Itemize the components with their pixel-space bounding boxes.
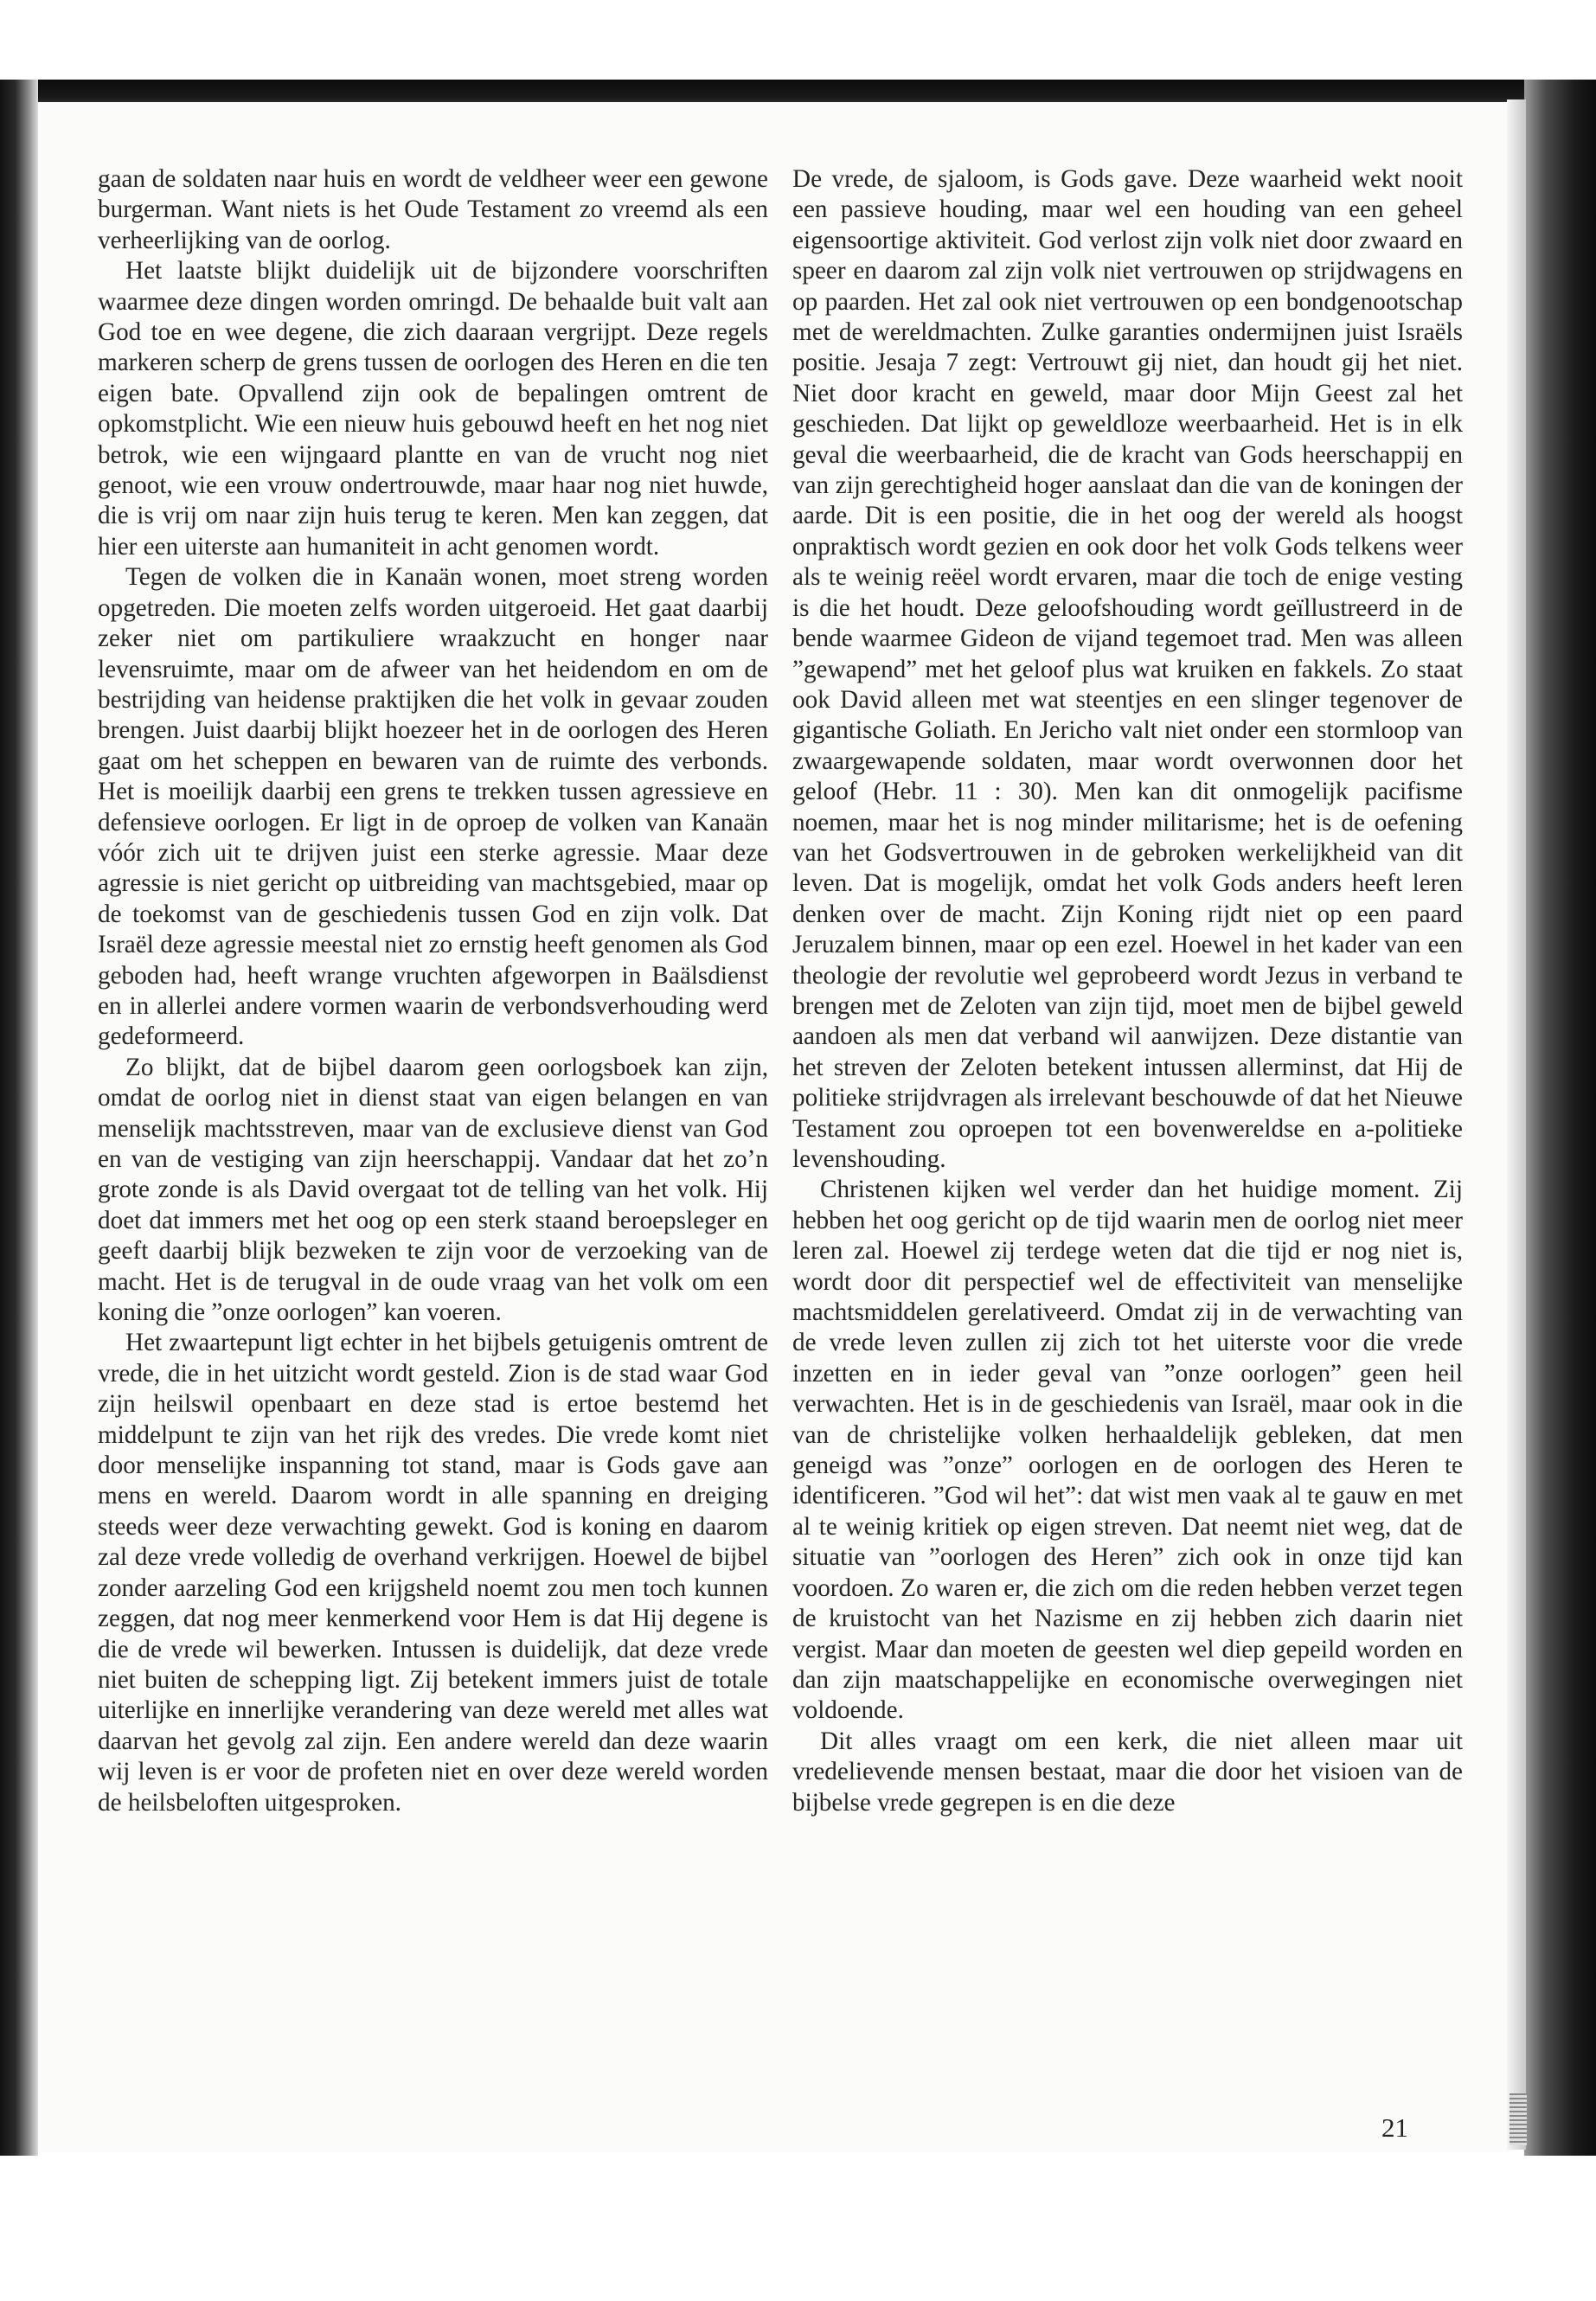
right-text-column [792,164,1463,1818]
paragraph: Dit alles vraagt om een kerk, die niet alleen maar uit vredelievende mensen bestaat, maar die door het visioen van de bijbelse vrede gegrepen is en die deze [792,1727,1463,1817]
paragraph: Het laatste blijkt duidelijk uit de bijzondere voorschriften waarmee deze dingen worden omringd. De behaalde buit valt aan God toe en wee degene, die zich daaraan vergrijpt. Deze regels markeren scherp de grens tussen de oorlogen des Heren en die ten eigen bate. Opvallend zijn ook de bepalingen omtrent de opkomstplicht. Wie een nieuw huis gebouwd heeft en het nog niet betrok, wie een wijngaard plantte en van de vrucht nog niet genoot, wie een vrouw ondertrouwde, maar haar nog niet huwde, die is vrij om naar zijn huis terug te keren. Men kan zeggen, dat hier een uiterste aan humaniteit in acht genomen wordt. [98,257,768,561]
page-number: 21 [1381,2112,1408,2143]
paragraph: Tegen de volken die in Kanaän wonen, moet streng worden opgetreden. Die moeten zelfs worden uitgeroeid. Het gaat daarbij zeker niet om partikuliere wraakzucht en honger naar levensruimte, maar om de afweer van het heidendom en om de bestrijding van heidense praktijken die het volk in gevaar zouden brengen. Juist daarbij blijkt hoezeer het in de oorlogen des Heren gaat om het scheppen en bewaren van de ruimte des verbonds. Het is moeilijk daarbij een grens te trekken tussen agressieve en defensieve oorlogen. Er ligt in de oproep de volken van Kanaän vóór zich uit te drijven juist een sterke agressie. Maar deze agressie is niet gericht op uitbreiding van machtsgebied, maar op de toekomst van de geschiedenis tussen God en zijn volk. Dat Israël deze agressie meestal niet zo ernstig heeft genomen als God geboden had, heeft wrange vruchten afgeworpen in Baälsdienst en in allerlei andere vormen waarin de verbondsverhouding werd gedeformeerd. [98,563,768,1051]
left-text-column [98,164,768,1818]
paragraph: De vrede, de sjaloom, is Gods gave. Deze waarheid wekt nooit een passieve houding, maar wel een houding van een geheel eigensoortige aktiviteit. God verlost zijn volk niet door zwaard en speer en daarom zal zijn volk niet vertrouwen op strijdwagens en op paarden. Het zal ook niet vertrouwen op een bondgenootschap met de wereldmachten. Zulke garanties ondermijnen juist Israëls positie. Jesaja 7 zegt: Vertrouwt gij niet, dan houdt gij het niet. Niet door kracht en geweld, maar door Mijn Geest zal het geschieden. Dat lijkt op geweldloze weerbaarheid. Het is in elk geval die weerbaarheid, die de kracht van Gods heerschappij en van zijn gerechtigheid hoger aanslaat dan die van de koningen der aarde. Dit is een positie, die in het oog der wereld als hoogst onpraktisch wordt gezien en ook door het volk Gods telkens weer als te weinig reëel wordt ervaren, maar die toch de enige vesting is die het houdt. Deze geloofshouding wordt geïllustreerd in de bende waarmee Gideon de vijand tegemoet trad. Men was alleen ”gewapend” met het geloof plus wat kruiken en fakkels. Zo staat ook David alleen met wat steentjes en een slinger tegenover de gigantische Goliath. En Jericho valt niet onder een stormloop van zwaargewapende soldaten, maar wordt overwonnen door het geloof (Hebr. 11 : 30). Men kan dit onmogelijk pacifisme noemen, maar het is nog minder militarisme; het is de oefening van het Godsvertrouwen in de gebroken werkelijkheid van dit leven. Dat is mogelijk, omdat het volk Gods anders heeft leren denken over de macht. Zijn Koning rijdt niet op een paard Jeruzalem binnen, maar op een ezel. Hoewel in het kader van een theologie der revolutie wel geprobeerd wordt Jezus in verband te brengen met de Zeloten van zijn tijd, moet men de bijbel geweld aandoen als men dat verband wil aanwijzen. Deze distantie van het streven der Zeloten betekent intussen allerminst, dat Hij de politieke strijdvragen als irrelevant beschouwde of dat het Nieuwe Testament zou oproepen tot een bovenwereldse en a-politieke levenshouding. [792,165,1463,1173]
scan-border-right [1524,80,1596,2156]
page-edge-stack [1509,2093,1527,2145]
scan-border-left [0,80,38,2156]
paragraph: Zo blijkt, dat de bijbel daarom geen oorlogsboek kan zijn, omdat de oorlog niet in dienst staat van eigen belangen en van menselijk machtsstreven, maar van de exclusieve dienst van God en van de vestiging van zijn heerschappij. Vandaar dat het zo’n grote zonde is als David overgaat tot de telling van het volk. Hij doet dat immers met het oog op een sterk staand beroepsleger en geeft daarbij blijk bezweken te zijn voor de verzoeking van de macht. Het is de terugval in de oude vraag van het volk om een koning die ”onze oorlogen” kan voeren. [98,1053,768,1327]
paragraph: Christenen kijken wel verder dan het huidige moment. Zij hebben het oog gericht op de tijd waarin men de oorlog niet meer leren zal. Hoewel zij terdege weten dat die tijd er nog niet is, wordt door dit perspectief wel de effectiviteit van menselijke machtsmiddelen gerelativeerd. Omdat zij in de verwachting van de vrede leven zullen zij zich tot het uiterste voor die vrede inzetten en in ieder geval van ”onze oorlogen” geen heil verwachten. Het is in de geschiedenis van Israël, maar ook in die van de christelijke volken herhaaldelijk gebleken, dat men geneigd was ”onze” oorlogen en de oorlogen des Heren te identificeren. ”God wil het”: dat wist men vaak al te gauw en met al te weinig kritiek op eigen streven. Dat neemt niet weg, dat de situatie van ”oorlogen des Heren” zich ook in onze tijd kan voordoen. Zo waren er, die zich om die reden hebben verzet tegen de kruistocht van het Nazisme en zij hebben zich daarin niet vergist. Maar dan moeten de geesten wel diep gepeild worden en dan zijn maatschappelijke en economische overwegingen niet voldoende. [792,1176,1463,1725]
paragraph: gaan de soldaten naar huis en wordt de veldheer weer een gewone burgerman. Want niets is het Oude Testament zo vreemd als een verheerlijking van de oorlog. [98,165,768,254]
page-gutter-shadow [1507,99,1526,2150]
paragraph: Het zwaartepunt ligt echter in het bijbels getuigenis omtrent de vrede, die in het uitzicht wordt gesteld. Zion is de stad waar God zijn heilswil openbaart en deze stad is ertoe bestemd het middelpunt te zijn van het rijk des vredes. Die vrede komt niet door menselijke inspanning tot stand, maar is Gods gave aan mens en wereld. Daarom wordt in alle spanning en dreiging steeds weer deze verwachting gewekt. God is koning en daarom zal deze vrede volledig de overhand verkrijgen. Hoewel de bijbel zonder aarzeling God een krijgsheld noemt zou men toch kunnen zeggen, dat nog meer kenmerkend voor Hem is dat Hij degene is die de vrede wil bewerken. Intussen is duidelijk, dat deze vrede niet buiten de schepping ligt. Zij betekent immers juist de totale uiterlijke en innerlijke verandering van deze wereld met alles wat daarvan het gevolg zal zijn. Een andere wereld dan deze waarin wij leven is er voor de profeten niet en over deze wereld worden de heilsbeloften uitgesproken. [98,1329,768,1817]
